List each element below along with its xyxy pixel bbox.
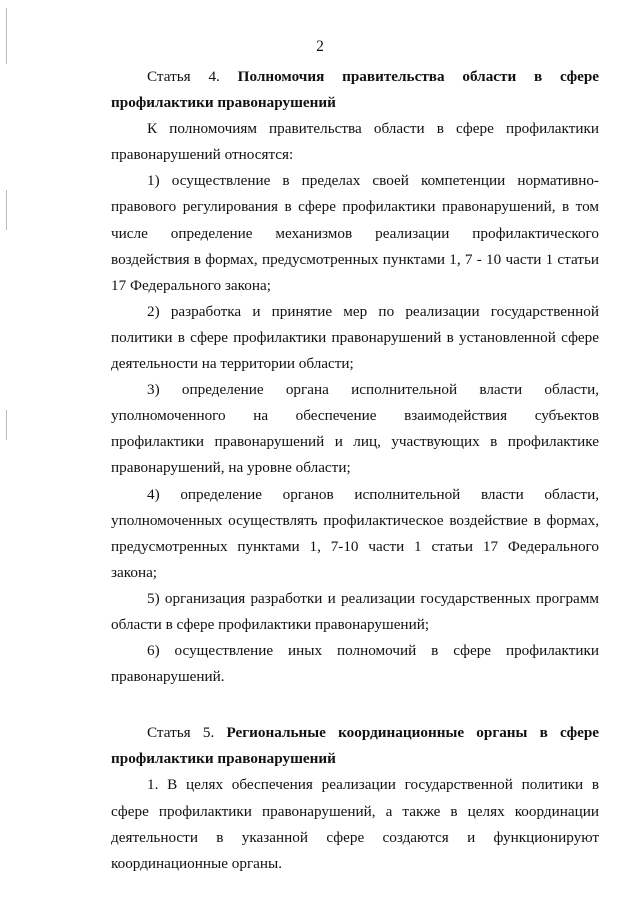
page-number: 2	[316, 38, 324, 55]
article-4-item: 6) осуществление иных полномочий в сфере профилактики правонарушений.	[111, 642, 599, 686]
article-4-item: 4) определение органов исполнительной власти области, уполномоченных осуществлять профилактическое воздействие в формах, предусмотренных пунктами 1, 7-10 части 1 статьи 17 Федерального закона;	[111, 485, 599, 581]
article-5-heading	[111, 720, 599, 772]
article-5-label: Статья 5.	[147, 724, 215, 742]
article-4-label: Статья 4.	[147, 68, 220, 85]
article-4-item: 1) осуществление в пределах своей компетенции нормативно-правового регулирования в сфере профилактики правонарушений, в том числе определение механизмов реализации профилактического воздействия в формах, предусмотренных пунктами 1, 7 - 10 части 1 статьи 17 Федерального закона;	[111, 172, 599, 294]
article-4-item: 2) разработка и принятие мер по реализации государственной политики в сфере профилактики правонарушений в установленной сфере деятельности на территории области;	[111, 302, 599, 373]
scan-margin-line	[6, 410, 7, 440]
article-5-item: 1. В целях обеспечения реализации государственной политики в сфере профилактики правонарушений, а также в целях координации деятельности в указанной сфере создаются и функционируют координационные органы.	[111, 776, 599, 872]
section-spacer	[111, 690, 599, 720]
article-4-item: 3) определение органа исполнительной власти области, уполномоченного на обеспечение взаимодействия субъектов профилактики правонарушений и лиц, участвующих в профилактике правонарушений, на уровне области;	[111, 381, 599, 477]
article-5-title: Региональные координационные органы в сфере профилактики правонарушений	[111, 724, 600, 768]
scan-margin-line	[6, 190, 7, 230]
article-4-intro: К полномочиям правительства области в сфере профилактики правонарушений относятся:	[111, 120, 599, 164]
article-4-title: Полномочия правительства области в сфере профилактики правонарушений	[111, 68, 600, 112]
article-4-heading	[111, 64, 599, 116]
article-4-item: 5) организация разработки и реализации государственных программ области в сфере профилактики правонарушений;	[111, 589, 599, 633]
document-body	[111, 64, 599, 877]
